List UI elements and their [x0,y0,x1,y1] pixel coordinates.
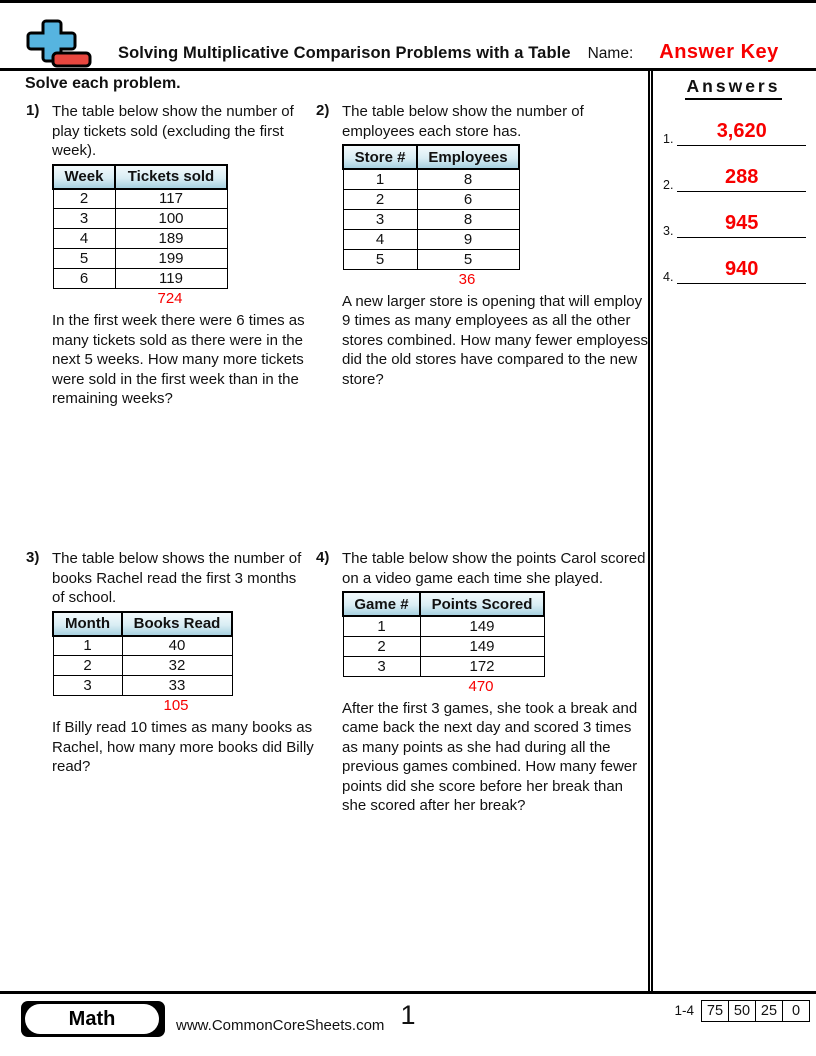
work-answer: 470 [468,677,494,695]
table-row [53,209,227,229]
table-row [53,676,232,696]
problem-1 [24,102,314,549]
table-cell: 2 [53,189,115,209]
problem-number: 3) [26,549,40,566]
data-table [52,611,233,697]
table-cell: 172 [420,656,544,676]
data-table [342,144,520,270]
table-header-row [343,145,519,169]
table-row [343,209,519,229]
table-cell: 149 [420,636,544,656]
problem-intro: The table below show the points Carol scored on a video game each time she played. [342,550,646,587]
table-cell: 5 [417,249,519,269]
answer-item-4 [661,258,806,284]
data-table [342,591,545,677]
problem-2 [314,102,648,549]
problem-3 [24,549,314,816]
table-header-cell: Points Scored [420,592,544,616]
problem-intro: The table below show the number of employees each store has. [342,103,584,140]
table-header-row [343,592,544,616]
answers-panel [648,71,816,991]
answer-value: 3,620 [677,120,806,146]
table-row [343,229,519,249]
table-cell: 5 [343,249,417,269]
table-cell: 3 [343,209,417,229]
problems-grid [24,102,648,816]
problem-question: If Billy read 10 times as many books as Rachel, how many more books did Billy read? [52,719,314,775]
table-cell: 100 [115,209,227,229]
score-boxes [701,1000,810,1022]
table-header-cell: Week [53,165,115,189]
problem-question: A new larger store is opening that will employ 9 times as many employees as all the other stores combined. How many fewer employess did the old stores have compared to the new store? [342,292,648,388]
answer-value: 945 [677,212,806,238]
table-header-cell: Employees [417,145,519,169]
table-header-cell: Store # [343,145,417,169]
problem-question: In the first week there were 6 times as many tickets sold as there were in the next 5 weeks. How many more tickets were sold in the first week than in the remaining weeks? [52,312,305,407]
problem-intro: The table below show the number of play tickets sold (excluding the first week). [52,103,294,159]
problem-4 [314,549,648,816]
work-answer: 36 [458,270,476,288]
table-cell: 149 [420,616,544,636]
problem-number: 1) [26,102,40,119]
subject-label: Math [25,1004,159,1034]
header [0,3,816,68]
table-header-row [53,612,232,636]
table-cell: 1 [53,636,122,656]
table-cell: 4 [343,229,417,249]
table-row [343,656,544,676]
table-cell: 119 [115,269,227,289]
score-cell: 25 [756,1001,783,1022]
answer-number: 2. [663,178,674,192]
table-cell: 3 [53,209,115,229]
table-cell: 4 [53,229,115,249]
work-answer: 724 [157,290,183,307]
table-row [53,249,227,269]
table-row [343,636,544,656]
answer-item-1 [661,120,806,146]
problem-question: After the first 3 games, she took a break and came back the next day and scored 3 times as many points as she had during all the previous games combined. How many fewer points did she score before her break than she scored after her break? [342,699,638,814]
table-cell: 32 [122,656,232,676]
website-url: www.CommonCoreSheets.com [176,1017,385,1034]
table-cell: 3 [53,676,122,696]
table-cell: 2 [343,636,420,656]
answer-item-3 [661,212,806,238]
table-cell: 6 [53,269,115,289]
answer-value: 940 [677,258,806,284]
table-cell: 8 [417,169,519,189]
score-row [702,1001,810,1022]
answer-value: 288 [677,166,806,192]
page-title: Solving Multiplicative Comparison Problems with a Table [118,44,571,62]
table-cell: 189 [115,229,227,249]
table-header-cell: Books Read [122,612,232,636]
answer-key-label: Answer Key [659,41,779,63]
answers-title: Answers [661,76,806,100]
problem-number: 4) [316,549,330,566]
table-row [53,229,227,249]
score-cell: 75 [702,1001,729,1022]
table-cell: 1 [343,169,417,189]
table-row [343,169,519,189]
table-cell: 3 [343,656,420,676]
table-cell: 8 [417,209,519,229]
table-header-cell: Month [53,612,122,636]
table-cell: 1 [343,616,420,636]
table-cell: 40 [122,636,232,656]
main-area [0,71,816,991]
answer-item-2 [661,166,806,192]
table-row [343,616,544,636]
table-cell: 117 [115,189,227,209]
table-header-cell: Game # [343,592,420,616]
answer-number: 4. [663,270,674,284]
score-cell: 50 [729,1001,756,1022]
table-row [343,189,519,209]
table-cell: 9 [417,229,519,249]
score-area [674,1000,810,1022]
instructions: Solve each problem. [25,75,181,92]
plus-minus-logo-icon [20,17,92,69]
table-row [53,269,227,289]
work-answer: 105 [163,697,189,714]
problem-intro: The table below shows the number of books Rachel read the first 3 months of school. [52,550,302,606]
table-header-row [53,165,227,189]
name-label: Name: [587,45,634,62]
table-cell: 5 [53,249,115,269]
table-cell: 2 [343,189,417,209]
page-number: 1 [400,1000,416,1030]
answer-number: 3. [663,224,674,238]
table-cell: 6 [417,189,519,209]
data-table [52,164,228,290]
table-row [53,656,232,676]
footer [0,991,816,1056]
table-cell: 2 [53,656,122,676]
table-cell: 33 [122,676,232,696]
table-row [53,189,227,209]
table-row [53,636,232,656]
problems-area [0,71,648,991]
table-header-cell: Tickets sold [115,165,227,189]
problem-number: 2) [316,102,330,119]
score-cell: 0 [783,1001,810,1022]
answer-number: 1. [663,132,674,146]
table-row [343,249,519,269]
table-cell: 199 [115,249,227,269]
problem-range: 1-4 [674,1003,694,1018]
